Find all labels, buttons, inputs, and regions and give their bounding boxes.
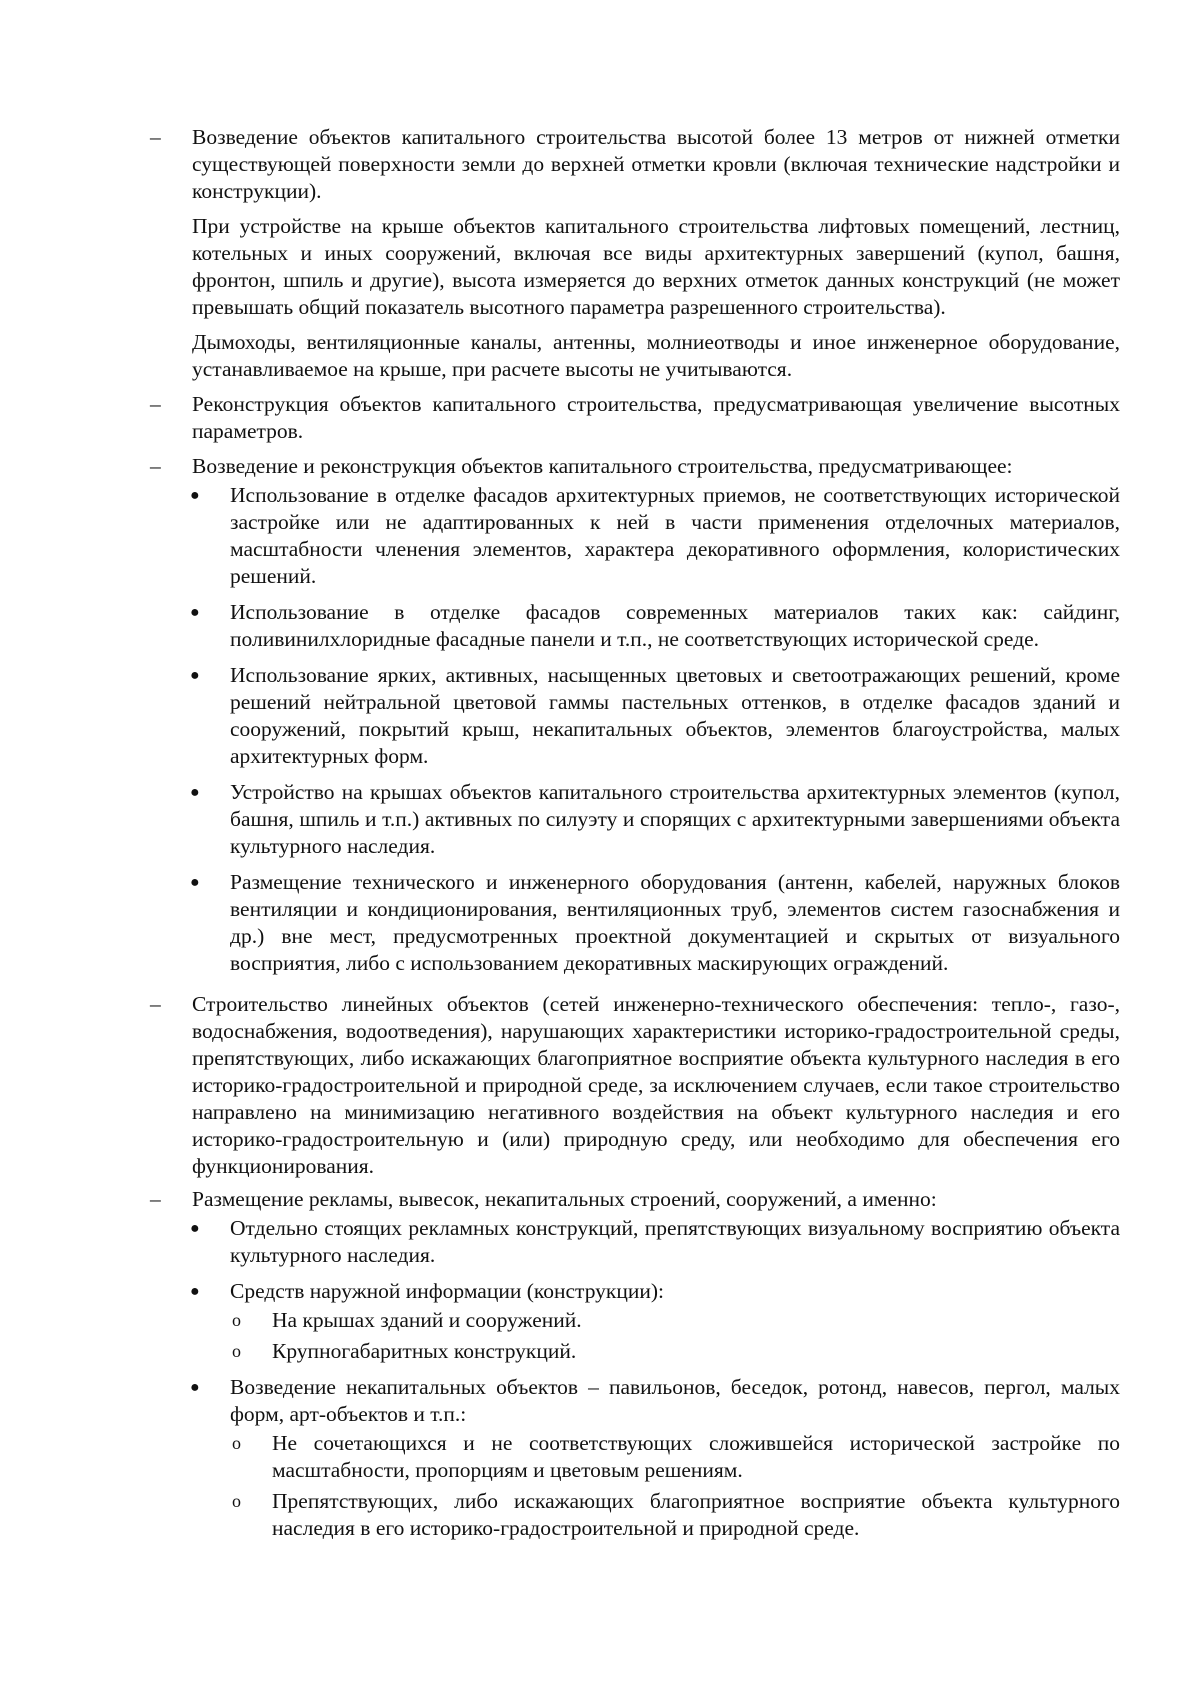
document-body	[150, 124, 1120, 1551]
sub-list	[230, 1307, 1120, 1365]
bullet-item	[188, 662, 1120, 770]
bullet-list	[188, 482, 1120, 977]
list-item-advertising	[150, 1186, 1120, 1542]
dash-marker: –	[150, 125, 161, 149]
bullet-item	[188, 482, 1120, 590]
paragraph: Возведение и реконструкция объектов капитального строительства, предусматривающее:	[192, 454, 1013, 478]
paragraph: Размещение рекламы, вывесок, некапитальных строений, сооружений, а именно:	[192, 1187, 937, 1211]
sub-item-text: На крышах зданий и сооружений.	[272, 1308, 582, 1332]
sub-item-text: Не сочетающихся и не соответствующих сложившейся исторической застройке по масштабности, пропорциям и цветовым решениям.	[272, 1431, 1120, 1482]
bullet-text: Устройство на крышах объектов капитального строительства архитектурных элементов (купол, башня, шпиль и т.п.) активных по силуэту и спорящих с архитектурными завершениями объекта культурного наследия.	[230, 780, 1120, 858]
list-item-construction-requirements	[150, 453, 1120, 977]
paragraph: Строительство линейных объектов (сетей инженерно-технического обеспечения: тепло-, газо-, водоснабжения, водоотведения), нарушающих характеристики историко-градостроительной среды, препятствующих, либо искажающих благоприятное восприятие объекта культурного наследия в его историко-градостроительной и природной среде, за исключением случаев, если такое строительство направлено на минимизацию негативного воздействия на объект культурного наследия и его историко-градостроительную и (или) природную среду, или необходимо для обеспечения его функционирования.	[192, 992, 1120, 1178]
bullet-text: Возведение некапитальных объектов – павильонов, беседок, ротонд, навесов, пергол, малых форм, арт-объектов и т.п.:	[230, 1375, 1120, 1426]
bullet-item	[188, 1278, 1120, 1365]
bullet-item	[188, 779, 1120, 860]
list-item-reconstruction	[150, 391, 1120, 445]
list-item-height-limit	[150, 124, 1120, 383]
dash-marker: –	[150, 1187, 161, 1211]
bullet-text: Отдельно стоящих рекламных конструкций, препятствующих визуальному восприятию объекта культурного наследия.	[230, 1216, 1120, 1267]
bullet-marker: ●	[190, 487, 200, 504]
bullet-item	[188, 1215, 1120, 1269]
paragraph: Дымоходы, вентиляционные каналы, антенны, молниеотводы и иное инженерное оборудование, устанавливаемое на крыше, при расчете высоты не учитываются.	[192, 330, 1120, 381]
bullet-text: Использование в отделке фасадов современных материалов таких как: сайдинг, поливинилхлоридные фасадные панели и т.п., не соответствующих исторической среде.	[230, 600, 1120, 651]
dash-marker: –	[150, 992, 161, 1016]
sub-list	[230, 1430, 1120, 1542]
circle-marker: o	[232, 1310, 241, 1330]
bullet-item	[188, 599, 1120, 653]
dash-marker: –	[150, 392, 161, 416]
sub-item-text: Препятствующих, либо искажающих благоприятное восприятие объекта культурного наследия в его историко-градостроительной и природной среде.	[272, 1489, 1120, 1540]
bullet-item	[188, 1374, 1120, 1542]
bullet-text: Размещение технического и инженерного оборудования (антенн, кабелей, наружных блоков вентиляции и кондиционирования, вентиляционных труб, элементов систем газоснабжения и др.) вне мест, предусмотренных проектной документацией и скрытых от визуального восприятия, либо с использованием декоративных маскирующих ограждений.	[230, 870, 1120, 975]
sub-list-item	[230, 1338, 1120, 1365]
paragraph: Возведение объектов капитального строительства высотой более 13 метров от нижней отметки существующей поверхности земли до верхней отметки кровли (включая технические надстройки и конструкции).	[192, 125, 1120, 203]
bullet-marker: ●	[190, 784, 200, 801]
bullet-text: Использование в отделке фасадов архитектурных приемов, не соответствующих исторической застройке или не адаптированных к ней в части применения отделочных материалов, масштабности членения элементов, характера декоративного оформления, колористических решений.	[230, 483, 1120, 588]
bullet-text: Средств наружной информации (конструкции):	[230, 1279, 665, 1303]
bullet-list	[188, 1215, 1120, 1542]
sub-list-item	[230, 1307, 1120, 1334]
paragraph: Реконструкция объектов капитального строительства, предусматривающая увеличение высотных параметров.	[192, 392, 1120, 443]
list-item-linear-objects	[150, 991, 1120, 1180]
dash-marker: –	[150, 454, 161, 478]
circle-marker: o	[232, 1433, 241, 1453]
bullet-marker: ●	[190, 604, 200, 621]
bullet-marker: ●	[190, 1283, 200, 1300]
bullet-item	[188, 869, 1120, 977]
bullet-text: Использование ярких, активных, насыщенных цветовых и светоотражающих решений, кроме решений нейтральной цветовой гаммы пастельных оттенков, в отделке фасадов зданий и сооружений, покрытий крыш, некапитальных объектов, элементов благоустройства, малых архитектурных форм.	[230, 663, 1120, 768]
bullet-marker: ●	[190, 874, 200, 891]
bullet-marker: ●	[190, 667, 200, 684]
circle-marker: o	[232, 1341, 241, 1361]
sub-item-text: Крупногабаритных конструкций.	[272, 1339, 577, 1363]
circle-marker: o	[232, 1491, 241, 1511]
sub-list-item	[230, 1430, 1120, 1484]
paragraph: При устройстве на крыше объектов капитального строительства лифтовых помещений, лестниц, котельных и иных сооружений, включая все виды архитектурных завершений (купол, башня, фронтон, шпиль и другие), высота измеряется до верхних отметок данных конструкций (не может превышать общий показатель высотного параметра разрешенного строительства).	[192, 214, 1120, 319]
bullet-marker: ●	[190, 1220, 200, 1237]
sub-list-item	[230, 1488, 1120, 1542]
bullet-marker: ●	[190, 1379, 200, 1396]
